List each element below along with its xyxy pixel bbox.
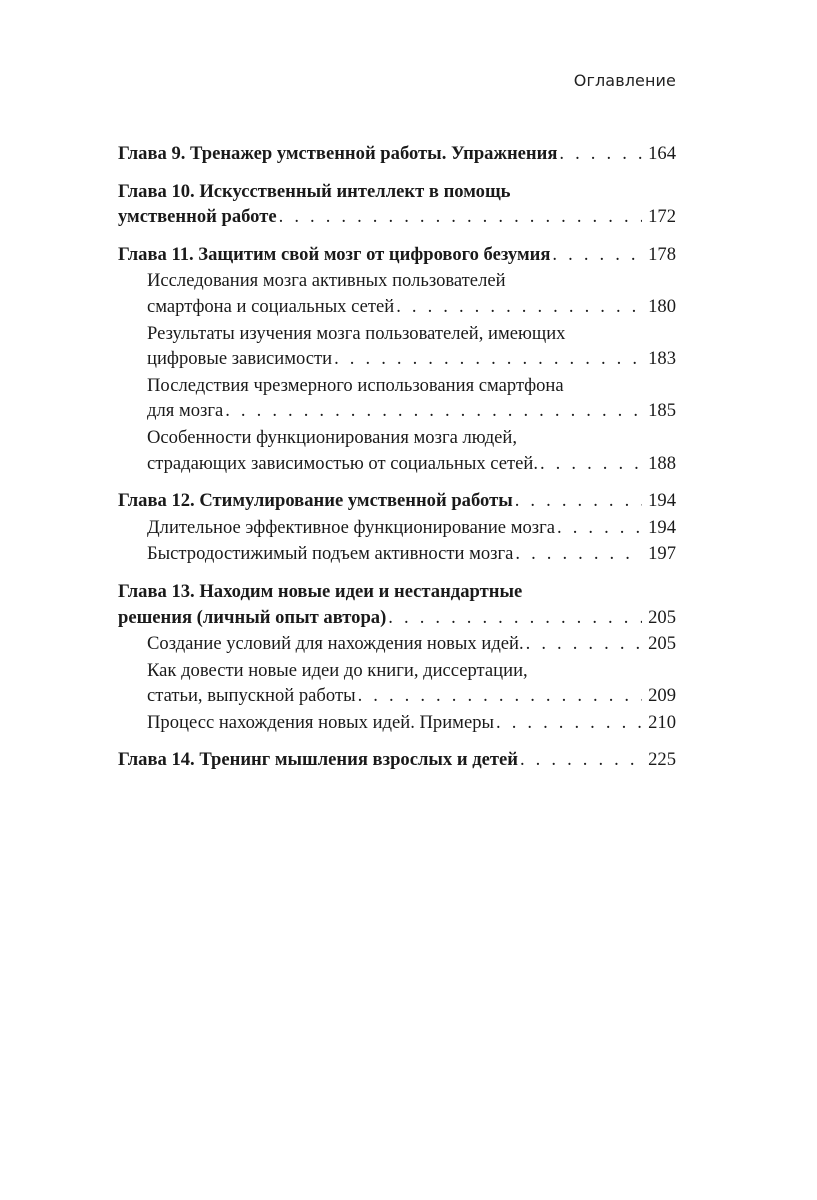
dot-leader <box>225 398 642 424</box>
entry-row <box>118 747 676 773</box>
dot-leader <box>279 204 642 230</box>
entry-title-line: Глава 14. Тренинг мышления взрослых и детей <box>118 749 518 771</box>
entry-title-line: для мозга <box>147 400 224 422</box>
entry-row <box>118 605 676 631</box>
entry-title-line: Как довести новые идеи до книги, диссертации, <box>147 659 528 681</box>
page-number: 210 <box>648 711 676 733</box>
chapter-heading <box>118 141 676 167</box>
toc-chapter <box>118 242 676 476</box>
section-entry <box>147 658 676 709</box>
chapter-heading <box>118 488 676 514</box>
entry-title-line: Процесс нахождения новых идей. Примеры <box>147 711 494 733</box>
entry-row <box>147 515 676 541</box>
entry-title-line: Особенности функционирования мозга людей, <box>147 426 518 448</box>
toc-chapter <box>118 747 676 773</box>
page-number: 194 <box>648 490 676 512</box>
entry-title-line: Исследования мозга активных пользователей <box>147 270 506 292</box>
entry-title-line: Длительное эффективное функционирование мозга <box>147 516 555 538</box>
page-number: 164 <box>648 143 676 164</box>
entry-row <box>147 346 676 372</box>
toc-chapter <box>118 579 676 736</box>
entry-title-line: Глава 12. Стимулирование умственной работы <box>118 490 513 512</box>
page-number: 225 <box>648 749 676 771</box>
entry-row <box>118 242 676 268</box>
entry-title-line: Глава 9. Тренажер умственной работы. Упражнения <box>118 143 558 164</box>
entry-title-line: решения (личный опыт автора) <box>118 606 387 628</box>
dot-leader <box>557 515 642 541</box>
entry-title-line: цифровые зависимости <box>147 348 333 370</box>
page-number: 194 <box>648 516 676 538</box>
entry-row <box>147 294 676 320</box>
chapter-heading <box>118 179 676 230</box>
section-entry <box>147 515 676 541</box>
section-entry <box>147 631 676 657</box>
dot-leader <box>540 451 642 477</box>
dot-leader <box>552 242 642 268</box>
entry-title-line: Быстродостижимый подъем активности мозга <box>147 543 514 565</box>
page-number: 205 <box>648 606 676 628</box>
dot-leader <box>358 683 643 709</box>
chapter-heading <box>118 579 676 630</box>
section-entry <box>147 373 676 424</box>
page-number: 172 <box>648 206 676 228</box>
dot-leader <box>515 488 642 514</box>
section-list <box>118 515 676 567</box>
dot-leader <box>526 631 642 657</box>
entry-title-line: Глава 11. Защитим свой мозг от цифрового безумия <box>118 243 551 265</box>
entry-title-line: Создание условий для нахождения новых идей. <box>147 633 524 655</box>
entry-row <box>147 683 676 709</box>
dot-leader <box>334 346 642 372</box>
toc-chapter <box>118 179 676 230</box>
dot-leader <box>559 141 642 167</box>
section-entry <box>147 268 676 319</box>
page-number: 188 <box>648 452 676 474</box>
page-number: 178 <box>648 243 676 265</box>
table-of-contents <box>118 141 676 785</box>
entry-row <box>147 398 676 424</box>
running-head: Оглавление <box>573 71 676 90</box>
section-list <box>118 631 676 735</box>
entry-title-line: статьи, выпускной работы <box>147 685 356 707</box>
entry-title-line: умственной работе <box>118 206 277 228</box>
entry-row <box>147 631 676 657</box>
dot-leader <box>515 541 642 567</box>
page-number: 205 <box>648 633 676 655</box>
entry-row <box>118 141 676 167</box>
chapter-heading <box>118 747 676 773</box>
page-number: 183 <box>648 348 676 370</box>
entry-row <box>147 541 676 567</box>
page-number: 185 <box>648 400 676 422</box>
page-number: 180 <box>648 295 676 317</box>
entry-row <box>147 710 676 736</box>
entry-title-line: Последствия чрезмерного использования смартфона <box>147 374 564 396</box>
dot-leader <box>496 710 642 736</box>
dot-leader <box>520 747 642 773</box>
page-number: 197 <box>648 543 676 565</box>
entry-row <box>118 488 676 514</box>
section-entry <box>147 541 676 567</box>
toc-chapter <box>118 488 676 567</box>
entry-title-line: Глава 13. Находим новые идеи и нестандартные <box>118 580 523 602</box>
toc-chapter <box>118 141 676 167</box>
entry-row <box>147 451 676 477</box>
entry-row <box>118 204 676 230</box>
dot-leader <box>388 605 642 631</box>
entry-title-line: страдающих зависимостью от социальных сетей. <box>147 452 538 474</box>
entry-title-line: Результаты изучения мозга пользователей, имеющих <box>147 322 566 344</box>
chapter-heading <box>118 242 676 268</box>
entry-title-line: Глава 10. Искусственный интеллект в помощь <box>118 180 511 202</box>
page-number: 209 <box>648 685 676 707</box>
section-entry <box>147 425 676 476</box>
section-list <box>118 268 676 476</box>
entry-title-line: смартфона и социальных сетей <box>147 295 395 317</box>
section-entry <box>147 710 676 736</box>
dot-leader <box>396 294 642 320</box>
section-entry <box>147 321 676 372</box>
